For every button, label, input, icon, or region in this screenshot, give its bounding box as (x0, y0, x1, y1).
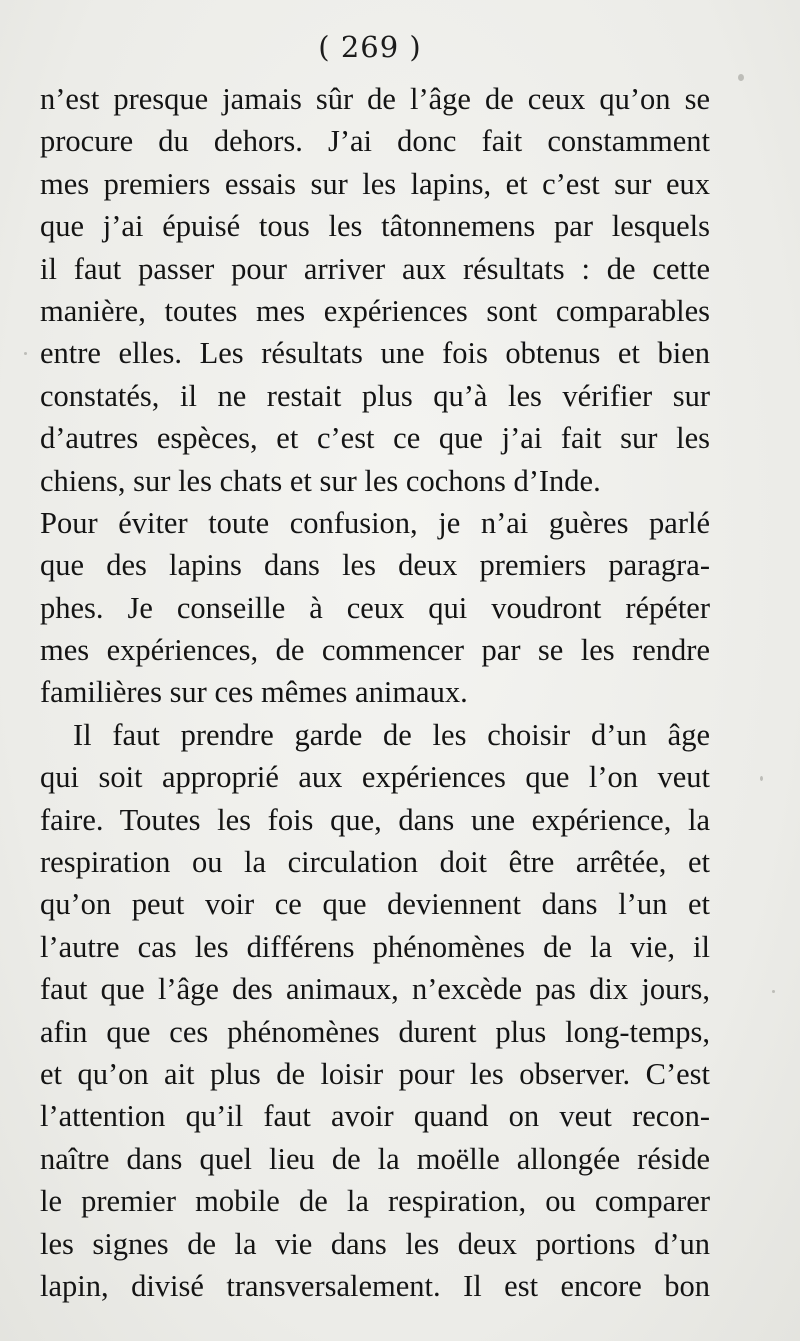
text-line: familières sur ces mêmes animaux. (40, 675, 468, 710)
text-line: faut que l’âge des animaux, n’excède pas dix jours, (40, 972, 710, 1007)
text-line: que des lapins dans les deux premiers paragra- (40, 548, 710, 583)
text-line: entre elles. Les résultats une fois obtenus et bien (40, 336, 710, 371)
body-text (40, 78, 710, 1307)
text-line: procure du dehors. J’ai donc fait constamment (40, 124, 710, 159)
text-line: afin que ces phénomènes durent plus long-temps, (40, 1014, 710, 1049)
paper-speck (772, 990, 775, 993)
text-line: l’autre cas les différens phénomènes de la vie, il (40, 929, 710, 964)
paragraph-2 (40, 714, 710, 1307)
text-line: n’est presque jamais sûr de l’âge de ceux qu’on se (40, 82, 710, 116)
paragraph-1 (40, 78, 710, 714)
text-line: Il faut prendre garde de les choisir d’un âge (73, 717, 710, 752)
paper-speck (24, 352, 27, 355)
text-line: que j’ai épuisé tous les tâtonnemens par lesquels (40, 209, 710, 244)
paper-speck (738, 74, 744, 81)
text-line: mes premiers essais sur les lapins, et c’est sur eux (40, 166, 710, 201)
text-line: chiens, sur les chats et sur les cochons d’Inde. (40, 463, 601, 498)
text-line: phes. Je conseille à ceux qui voudront répéter (40, 590, 710, 625)
text-line: mes expériences, de commencer par se les rendre (40, 633, 710, 668)
text-line: il faut passer pour arriver aux résultats : de cette (40, 251, 710, 286)
page-number: ( 269 ) (318, 30, 422, 64)
paper-speck (760, 776, 763, 781)
text-line: d’autres espèces, et c’est ce que j’ai fait sur les (40, 421, 710, 456)
text-line: lapin, divisé transversalement. Il est encore bon (40, 1268, 710, 1303)
text-line: les signes de la vie dans les deux portions d’un (40, 1226, 710, 1261)
text-line: et qu’on ait plus de loisir pour les observer. C’est (40, 1056, 710, 1091)
text-line: constatés, il ne restait plus qu’à les vérifier sur (40, 378, 710, 413)
text-line: Pour éviter toute confusion, je n’ai guères parlé (40, 505, 710, 540)
text-line: respiration ou la circulation doit être arrêtée, et (40, 845, 710, 880)
text-line: qu’on peut voir ce que deviennent dans l’un et (40, 887, 710, 922)
text-line: l’attention qu’il faut avoir quand on veut recon- (40, 1099, 710, 1134)
text-line: le premier mobile de la respiration, ou comparer (40, 1184, 710, 1219)
text-line: naître dans quel lieu de la moëlle allongée réside (40, 1141, 710, 1176)
text-line: qui soit approprié aux expériences que l’on veut (40, 760, 710, 795)
text-line: manière, toutes mes expériences sont comparables (40, 293, 710, 328)
text-line: faire. Toutes les fois que, dans une expérience, la (40, 802, 710, 837)
